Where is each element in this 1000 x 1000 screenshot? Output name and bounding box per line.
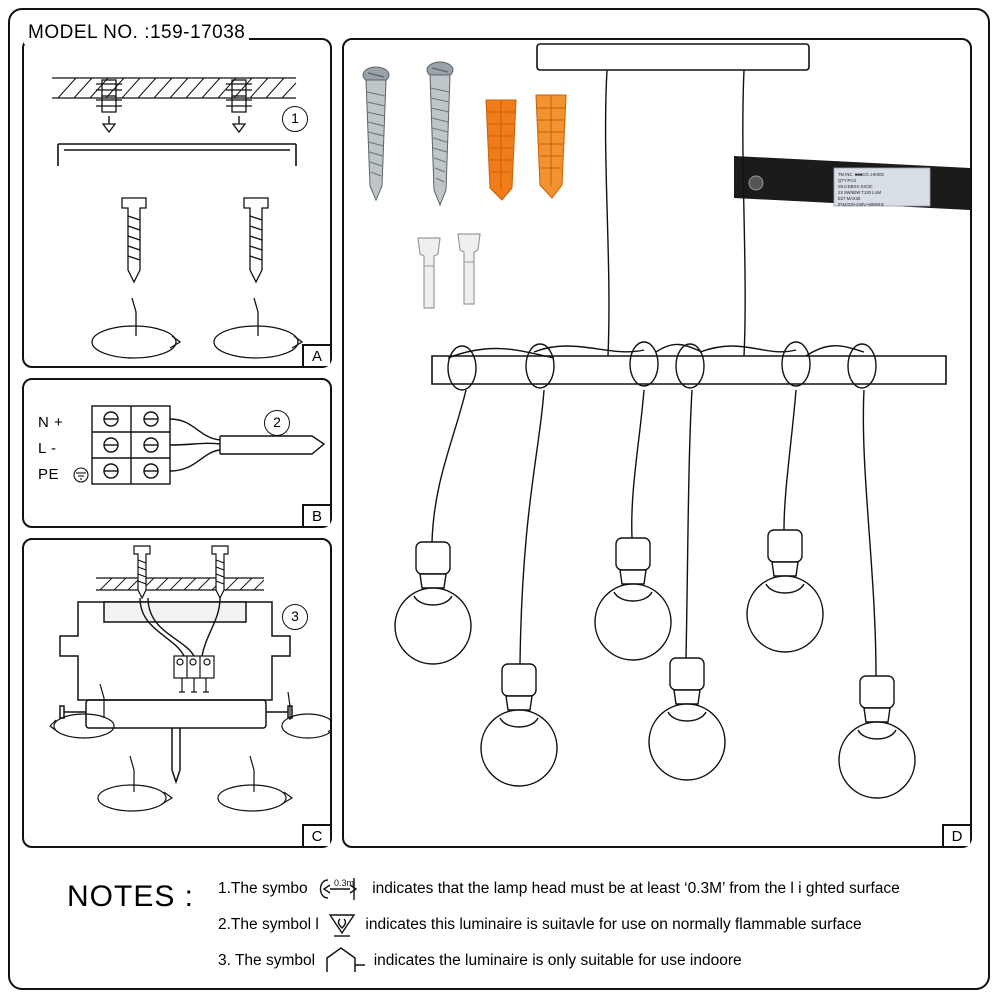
svg-text:IP44/220-240V~50/60Hz: IP44/220-240V~50/60Hz [838,202,884,207]
note-item-1 [218,874,900,904]
panel-d-drawing [344,40,970,846]
panel-b-wiring [22,378,332,528]
screw-2 [427,62,453,205]
svg-text:0.3m: 0.3m [333,878,354,888]
panel-tag-b: B [302,504,330,526]
panel-a-ceiling-anchor [22,38,332,368]
wall-plug-2 [536,95,566,198]
step-number-1: 1 [282,106,308,132]
panel-c-drawing [24,540,330,846]
panel-tag-c: C [302,824,330,846]
notes-title: NOTES : [67,880,195,913]
svg-text:SKU:DBXX-XX/3C: SKU:DBXX-XX/3C [838,184,873,189]
note-1-prefix: 1.The symbo [218,880,308,897]
terminal-label-n: N + [38,414,64,431]
panel-d-product-overview [342,38,972,848]
cable-connector-1 [418,238,440,308]
panel-b-drawing [24,380,330,526]
step-number-3: 3 [282,604,308,630]
screw-1 [363,67,389,200]
terminal-label-pe: PE [38,466,60,483]
model-number-label: MODEL NO. :159-17038 [24,22,249,44]
note-3-prefix: 3. The symbol [218,952,316,969]
svg-text:TM INC. ■■■CO.,HK003: TM INC. ■■■CO.,HK003 [838,172,884,177]
indoor-use-icon [321,946,367,976]
panel-tag-d: D [942,824,970,846]
panel-c-plate-mounting [22,538,332,848]
panel-a-drawing [24,40,330,366]
cable-connector-2 [458,234,480,304]
flammable-surface-icon [325,910,359,940]
notes-section [22,858,972,980]
note-2-prefix: 2.The symbol l [218,916,319,933]
note-2-suffix: indicates this luminaire is suitavle for use on normally flammable surface [365,916,862,933]
note-3-suffix: indicates the luminaire is only suitable for use indoore [373,952,742,969]
wall-plug-1 [486,100,516,200]
terminal-label-l: L - [38,440,57,457]
panel-tag-a: A [302,344,330,366]
svg-text:E27 MAX30: E27 MAX30 [838,196,861,201]
note-item-2 [218,910,862,940]
step-number-2: 2 [264,410,290,436]
min-distance-icon [314,874,366,904]
note-1-suffix: indicates that the lamp head must be at least ‘0.3M’ from the l i ghted surface [372,880,900,897]
note-item-3 [218,946,742,976]
svg-text:2X 8W/60W T120 LUM: 2X 8W/60W T120 LUM [838,190,881,195]
svg-text:QTY:PCS: QTY:PCS [838,178,857,183]
